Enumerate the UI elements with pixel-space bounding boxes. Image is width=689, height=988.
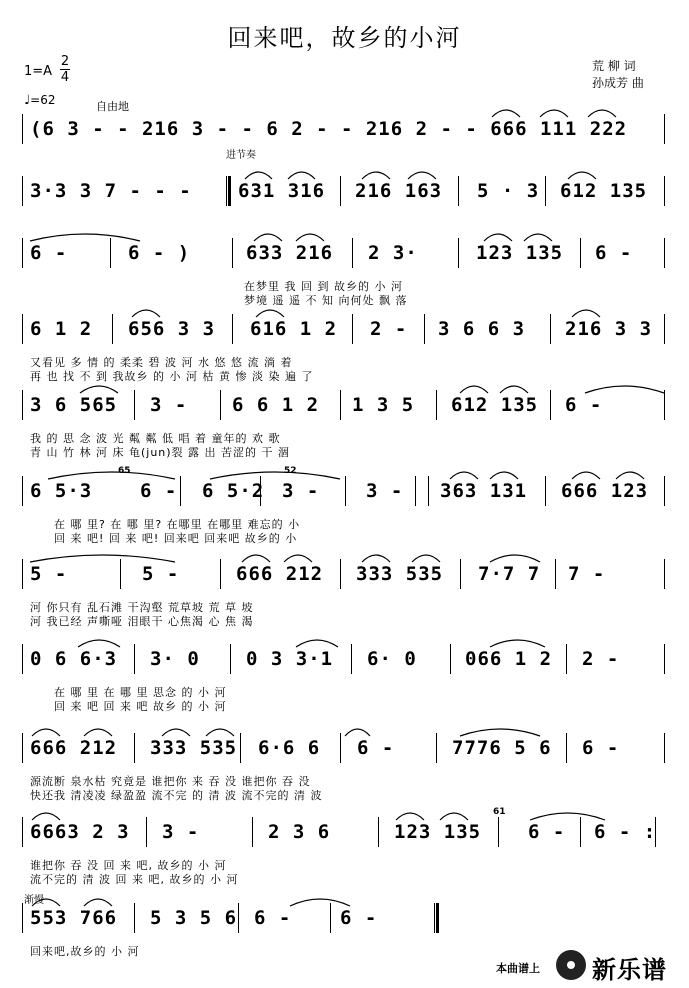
logo-text: 新乐谱 <box>592 956 667 984</box>
slur-mark <box>80 382 118 394</box>
slur-mark <box>524 230 552 242</box>
barline <box>238 903 239 933</box>
measure-notes: 2 3 6 <box>268 821 331 843</box>
measure-notes: 6 - <box>254 907 292 929</box>
barline <box>580 238 581 268</box>
lyric-line-2: 回 来 吧 回 来 吧 故乡 的 小 河 <box>54 700 227 713</box>
barline <box>134 644 135 674</box>
measure-notes: 612 135 <box>451 394 539 416</box>
slur-mark <box>30 230 140 242</box>
music-disc-icon <box>556 950 586 980</box>
quarter-note-icon: ♩ <box>24 93 31 108</box>
barline <box>252 817 253 847</box>
score-row <box>0 180 689 220</box>
barline <box>22 476 23 506</box>
score-row <box>0 118 689 161</box>
barline <box>345 476 346 506</box>
barline <box>580 817 581 847</box>
barline <box>220 390 221 420</box>
measure-notes: 3 6 565 <box>30 394 118 416</box>
measure-notes: 216 3 3 <box>565 318 653 340</box>
measure-notes: 333 535 <box>150 737 238 759</box>
slur-mark <box>460 382 488 394</box>
lyric-line-1: 回来吧,故乡的 小 河 <box>30 945 140 958</box>
measure-notes: 3 - <box>150 394 188 416</box>
barline <box>566 733 567 763</box>
barline <box>428 476 429 506</box>
slur-mark <box>254 230 282 242</box>
barline <box>458 238 459 268</box>
barline <box>352 238 353 268</box>
slur-mark <box>568 168 596 180</box>
measure-notes: 0 6 6·3 <box>30 648 118 670</box>
slur-mark <box>32 725 60 737</box>
measure-notes: 0 3 3·1 <box>246 648 334 670</box>
slur-mark <box>32 809 60 821</box>
slur-mark <box>210 468 340 480</box>
barline <box>664 733 665 763</box>
barline <box>340 559 341 589</box>
slur-mark <box>540 106 568 118</box>
barline <box>112 314 113 344</box>
score-row <box>0 648 689 713</box>
measure-notes: 066 1 2 <box>465 648 553 670</box>
measure-notes: 6 - <box>30 242 68 264</box>
barline <box>22 817 23 847</box>
barline <box>664 390 665 420</box>
measure-notes: 123 135 <box>476 242 564 264</box>
measure-notes: 6 6 1 2 <box>232 394 320 416</box>
lyric-line-1: 我 的 思 念 波 光 粼 粼 低 唱 着 童年的 欢 歌 <box>30 432 281 445</box>
slur-mark <box>288 168 315 180</box>
slur-mark <box>30 551 175 563</box>
measure-notes: 6· 0 <box>367 648 417 670</box>
slur-mark <box>490 551 540 563</box>
barline <box>22 238 23 268</box>
measure-notes: 5 - <box>30 563 68 585</box>
measure-notes: 7·7 7 <box>478 563 541 585</box>
barline <box>458 176 459 206</box>
barline <box>340 390 341 420</box>
barline <box>232 238 233 268</box>
score-row <box>0 318 689 383</box>
measure-notes: 5 · 3 <box>477 180 540 202</box>
grace-note: 52 <box>284 466 297 476</box>
slur-mark <box>362 551 390 563</box>
lyricist-credit: 荒 柳 词 <box>592 59 636 73</box>
lyric-line-1: 又看见 多 情 的 柔柔 碧 波 河 水 悠 悠 流 淌 着 <box>30 356 293 369</box>
measure-notes: 3· 0 <box>150 648 200 670</box>
grace-note: 65 <box>118 466 131 476</box>
barline <box>22 114 23 144</box>
measure-notes: 6 - <box>140 480 178 502</box>
score-row <box>0 563 689 628</box>
barline <box>436 390 437 420</box>
slur-mark <box>440 809 468 821</box>
slur-mark <box>412 551 440 563</box>
barline <box>330 903 331 933</box>
lyric-line-1: 源流断 泉水枯 究竟是 谁把你 来 吞 没 谁把你 吞 没 <box>30 775 311 788</box>
barline <box>22 733 23 763</box>
measure-notes: 633 216 <box>246 242 334 264</box>
lyric-line-2: 再 也 找 不 到 我故乡 的 小 河 枯 黄 惨 淡 染 遍 了 <box>30 370 314 383</box>
measure-notes: 631 316 <box>238 180 326 202</box>
barline <box>146 817 147 847</box>
measure-notes: 6 5·2 <box>202 480 265 502</box>
barline <box>664 114 665 144</box>
slur-mark <box>616 468 644 480</box>
barline <box>180 476 181 506</box>
slur-mark <box>572 468 600 480</box>
barline <box>230 644 231 674</box>
measure-notes: 666 212 <box>30 737 118 759</box>
repeat-barline <box>436 903 439 933</box>
lyric-line-1: 在梦里 我 回 到 故乡的 小 河 <box>244 280 403 293</box>
measure-notes: 553 766 <box>30 907 118 929</box>
expression-marking: 进节奏 <box>226 150 256 161</box>
measure-notes: 123 135 <box>394 821 482 843</box>
measure-notes: 6 5·3 <box>30 480 93 502</box>
time-signature <box>60 54 70 85</box>
slur-mark <box>362 168 390 180</box>
lyric-line-2: 快还我 清凌凌 绿盈盈 流不完 的 清 波 流不完的 清 波 <box>30 789 323 802</box>
barline <box>226 176 227 206</box>
slur-mark <box>490 468 518 480</box>
barline <box>260 476 261 506</box>
measure-notes: 612 135 <box>560 180 648 202</box>
barline <box>378 817 379 847</box>
measure-notes: 6 - ) <box>128 242 191 264</box>
slur-mark <box>290 895 350 907</box>
footer-text: 本曲谱上 <box>496 962 540 975</box>
slur-mark <box>585 382 664 394</box>
measure-notes: 3 - <box>366 480 404 502</box>
barline <box>232 314 233 344</box>
measure-notes: 333 535 <box>356 563 444 585</box>
lyric-line-1: 谁把你 吞 没 回 来 吧, 故乡的 小 河 <box>30 859 227 872</box>
slur-mark <box>256 306 284 318</box>
slur-mark <box>396 809 424 821</box>
lyric-line-2: 回 来 吧! 回 来 吧! 回来吧 回来吧 故乡的 小 <box>54 532 298 545</box>
measure-notes: 5 3 5 6 <box>150 907 238 929</box>
measure-notes: 3 6 6 3 <box>438 318 526 340</box>
barline <box>110 238 111 268</box>
expression-marking: 渐慢 <box>24 895 44 906</box>
measure-notes: 3·3 3 7 - - - <box>30 180 192 202</box>
slur-mark <box>245 168 272 180</box>
barline <box>555 559 556 589</box>
barline <box>566 644 567 674</box>
barline <box>340 176 341 206</box>
slur-mark <box>345 725 370 737</box>
barline <box>424 314 425 344</box>
barline <box>550 390 551 420</box>
barline <box>664 314 665 344</box>
measure-notes: 6 - <box>357 737 395 759</box>
lyric-line-1: 河 你只有 乱石滩 干沟壑 荒草坡 荒 草 坡 <box>30 601 254 614</box>
measure-notes: 3 - <box>282 480 320 502</box>
barline <box>664 476 665 506</box>
slur-mark <box>450 468 478 480</box>
measure-notes: 216 163 <box>355 180 443 202</box>
barline <box>498 817 499 847</box>
slur-mark <box>492 106 520 118</box>
barline <box>550 314 551 344</box>
score-row <box>0 895 689 958</box>
lyric-line-2: 青 山 竹 林 河 床 龟(jun)裂 露 出 苦涩的 干 涸 <box>30 446 291 459</box>
barline <box>22 390 23 420</box>
score-row <box>0 242 689 307</box>
measure-notes: 6 1 2 <box>30 318 93 340</box>
slur-mark <box>132 306 160 318</box>
credits <box>592 58 644 92</box>
barline <box>134 903 135 933</box>
tempo-marking <box>24 93 55 108</box>
measure-notes: 616 1 2 <box>250 318 338 340</box>
barline <box>545 476 546 506</box>
measure-notes: 3 - <box>162 821 200 843</box>
slur-mark <box>242 551 270 563</box>
measure-notes: 6 - <box>340 907 378 929</box>
barline <box>134 733 135 763</box>
measure-notes: 363 131 <box>440 480 528 502</box>
measure-notes: 7776 5 6 <box>452 737 552 759</box>
barline <box>434 903 435 933</box>
barline <box>22 176 23 206</box>
score-row <box>0 821 689 886</box>
measure-notes: 656 3 3 <box>128 318 216 340</box>
slur-mark <box>78 636 120 648</box>
measure-notes: 2 - <box>370 318 408 340</box>
barline <box>134 390 135 420</box>
slur-mark <box>162 725 190 737</box>
slur-mark <box>572 306 600 318</box>
slur-mark <box>48 468 175 480</box>
barline <box>351 644 352 674</box>
barline <box>22 903 23 933</box>
measure-notes: 6 - : <box>594 821 657 843</box>
measure-notes: 6 - <box>565 394 603 416</box>
barline <box>436 733 437 763</box>
song-title: 回来吧，故乡的小河 <box>227 24 462 52</box>
barline <box>415 476 416 506</box>
lyric-line-1: 在 哪 里? 在 哪 里? 在哪里 在哪里 难忘的 小 <box>54 518 301 531</box>
barline <box>664 644 665 674</box>
barline <box>22 644 23 674</box>
measure-notes: 6·6 6 <box>258 737 321 759</box>
barline <box>664 176 665 206</box>
barline <box>22 314 23 344</box>
barline <box>120 559 121 589</box>
measure-notes: 666 123 <box>561 480 649 502</box>
barline <box>460 559 461 589</box>
time-sig-bottom: 4 <box>60 70 70 85</box>
barline <box>340 733 341 763</box>
measure-notes: 2 - <box>582 648 620 670</box>
slur-mark <box>490 636 545 648</box>
measure-notes: 7 - <box>568 563 606 585</box>
lyric-line-1: 在 哪 里 在 哪 里 思念 的 小 河 <box>54 686 227 699</box>
barline <box>450 644 451 674</box>
slur-mark <box>500 382 528 394</box>
repeat-barline <box>228 176 231 206</box>
lyric-line-2: 流不完的 清 波 回 来 吧, 故乡的 小 河 <box>30 873 239 886</box>
grace-note: 61 <box>493 807 506 817</box>
key-signature: 1=A <box>24 64 53 79</box>
score-row <box>0 737 689 802</box>
measure-notes: 666 212 <box>236 563 324 585</box>
slur-mark <box>84 725 112 737</box>
measure-notes: 6 - <box>595 242 633 264</box>
measure-notes: 2 3· <box>368 242 418 264</box>
lyric-line-2: 河 我已经 声嘶哑 泪眼干 心焦渴 心 焦 渴 <box>30 615 254 628</box>
barline <box>664 238 665 268</box>
lyric-line-2: 梦境 遥 遥 不 知 向何处 飘 落 <box>244 294 408 307</box>
score-row <box>0 480 689 545</box>
barline <box>22 559 23 589</box>
slur-mark <box>84 895 112 907</box>
measure-notes: 1 3 5 <box>352 394 415 416</box>
barline <box>655 817 656 847</box>
time-sig-top: 2 <box>60 54 70 69</box>
measure-notes: 5 - <box>142 563 180 585</box>
barline <box>240 733 241 763</box>
slur-mark <box>460 725 540 737</box>
slur-mark <box>588 106 616 118</box>
tempo-value: =62 <box>30 93 56 107</box>
measure-notes: 6663 2 3 <box>30 821 130 843</box>
measure-notes: 6 - <box>582 737 620 759</box>
barline <box>220 559 221 589</box>
expression-free-rhythm: 自由地 <box>96 100 129 113</box>
barline <box>545 176 546 206</box>
slur-mark <box>296 636 338 648</box>
slur-mark <box>284 551 312 563</box>
slur-mark <box>408 168 436 180</box>
barline <box>352 314 353 344</box>
slur-mark <box>484 230 512 242</box>
slur-mark <box>530 809 605 821</box>
slur-mark <box>206 725 234 737</box>
site-logo <box>556 948 684 984</box>
slur-mark <box>296 230 324 242</box>
composer-credit: 孙成芳 曲 <box>592 76 644 90</box>
barline <box>664 559 665 589</box>
measure-notes: (6 3 - - 216 3 - - 6 2 - - 216 2 - - 666 111 222 <box>30 118 628 140</box>
score-row <box>0 394 689 459</box>
measure-notes: 6 - <box>528 821 566 843</box>
